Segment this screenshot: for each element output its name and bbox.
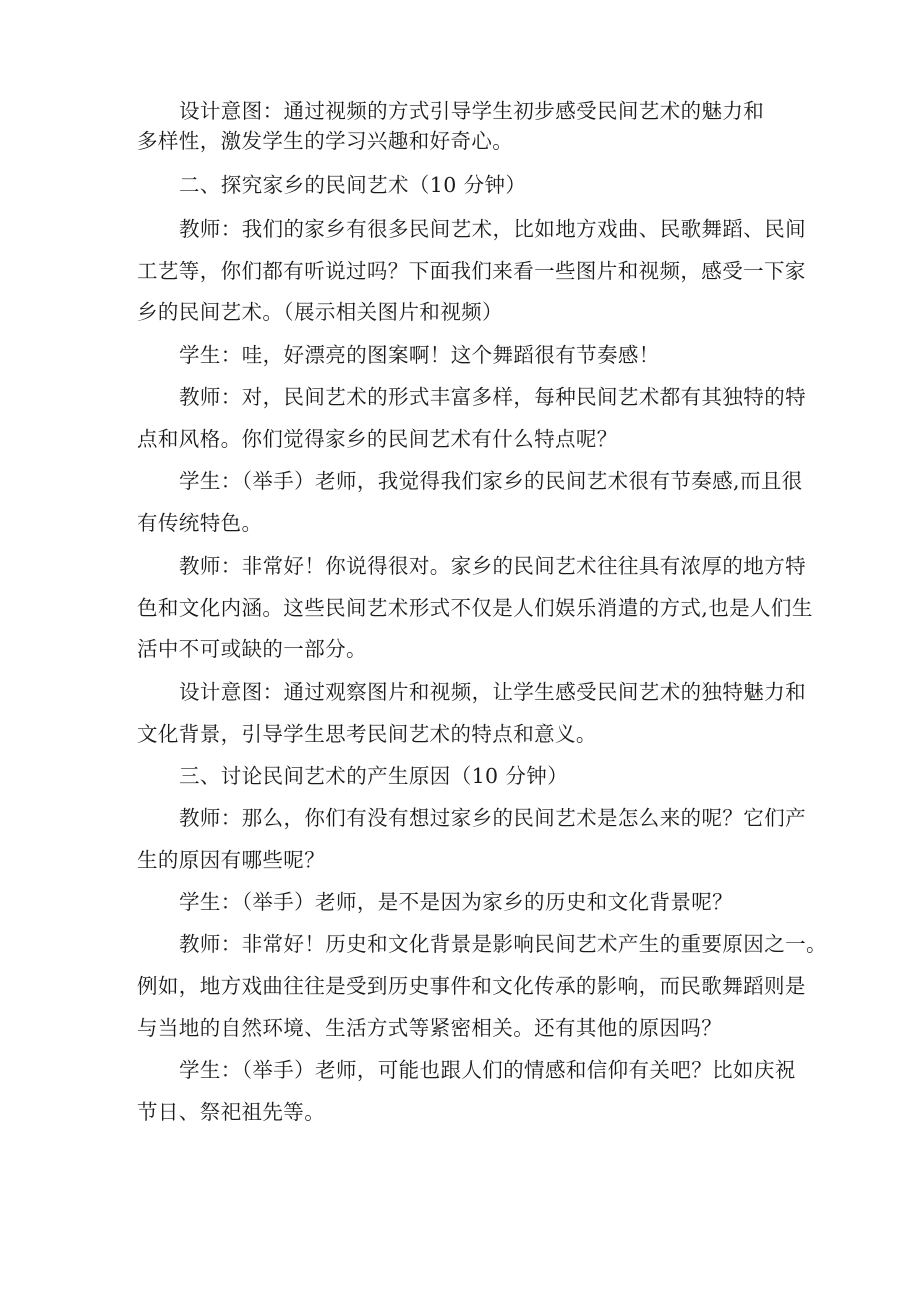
teacher-paragraph-2-line-1: 教师：对，民间艺术的形式丰富多样，每种民间艺术都有其独特的特 (179, 385, 806, 409)
teacher-paragraph-4-line-1: 教师：那么，你们有没有想过家乡的民间艺术是怎么来的呢？它们产 (179, 806, 806, 830)
paragraph-design-intent-2-line-2: 文化背景，引导学生思考民间艺术的特点和意义。 (137, 722, 597, 746)
teacher-paragraph-1-line-2: 工艺等，你们都有听说过吗？下面我们来看一些图片和视频，感受一下家 (137, 259, 806, 283)
teacher-paragraph-3-line-3: 活中不可或缺的一部分。 (137, 637, 367, 661)
teacher-paragraph-5-line-2: 例如，地方戏曲往往是受到历史事件和文化传承的影响，而民歌舞蹈则是 (137, 974, 806, 998)
teacher-paragraph-5-line-3: 与当地的自然环境、生活方式等紧密相关。还有其他的原因吗？ (137, 1016, 723, 1040)
student-paragraph-2-line-2: 有传统特色。 (137, 511, 263, 535)
teacher-paragraph-5-line-1: 教师：非常好！历史和文化背景是影响民间艺术产生的重要原因之一。 (179, 932, 827, 956)
paragraph-design-intent-2-line-1: 设计意图：通过观察图片和视频，让学生感受民间艺术的独特魅力和 (179, 680, 806, 704)
teacher-paragraph-3-line-2: 色和文化内涵。这些民间艺术形式不仅是人们娱乐消遣的方式,也是人们生 (137, 596, 813, 620)
student-paragraph-4-line-1: 学生：（举手）老师，可能也跟人们的情感和信仰有关吧？比如庆祝 (179, 1058, 796, 1082)
paragraph-design-intent-1-line-2: 多样性，激发学生的学习兴趣和好奇心。 (137, 129, 514, 153)
student-paragraph-4-line-2: 节日、祭祀祖先等。 (137, 1100, 326, 1124)
teacher-paragraph-1-line-1: 教师：我们的家乡有很多民间艺术，比如地方戏曲、民歌舞蹈、民间 (179, 217, 806, 241)
teacher-paragraph-3-line-1: 教师：非常好！你说得很对。家乡的民间艺术往往具有浓厚的地方特 (179, 554, 806, 578)
student-paragraph-1: 学生：哇，好漂亮的图案啊！这个舞蹈很有节奏感！ (179, 343, 660, 367)
student-paragraph-2-line-1: 学生：（举手）老师，我觉得我们家乡的民间艺术很有节奏感,而且很 (179, 469, 803, 493)
section-heading-3: 三、讨论民间艺术的产生原因（10 分钟） (179, 764, 569, 788)
teacher-paragraph-4-line-2: 生的原因有哪些呢？ (137, 848, 326, 872)
paragraph-design-intent-1-line-1: 设计意图：通过视频的方式引导学生初步感受民间艺术的魅力和 (179, 99, 765, 123)
teacher-paragraph-1-line-3: 乡的民间艺术。（展示相关图片和视频） (137, 300, 503, 324)
student-paragraph-3: 学生：（举手）老师，是不是因为家乡的历史和文化背景呢？ (179, 890, 734, 914)
section-heading-2: 二、探究家乡的民间艺术（10 分钟） (179, 173, 527, 197)
teacher-paragraph-2-line-2: 点和风格。你们觉得家乡的民间艺术有什么特点呢？ (137, 427, 618, 451)
